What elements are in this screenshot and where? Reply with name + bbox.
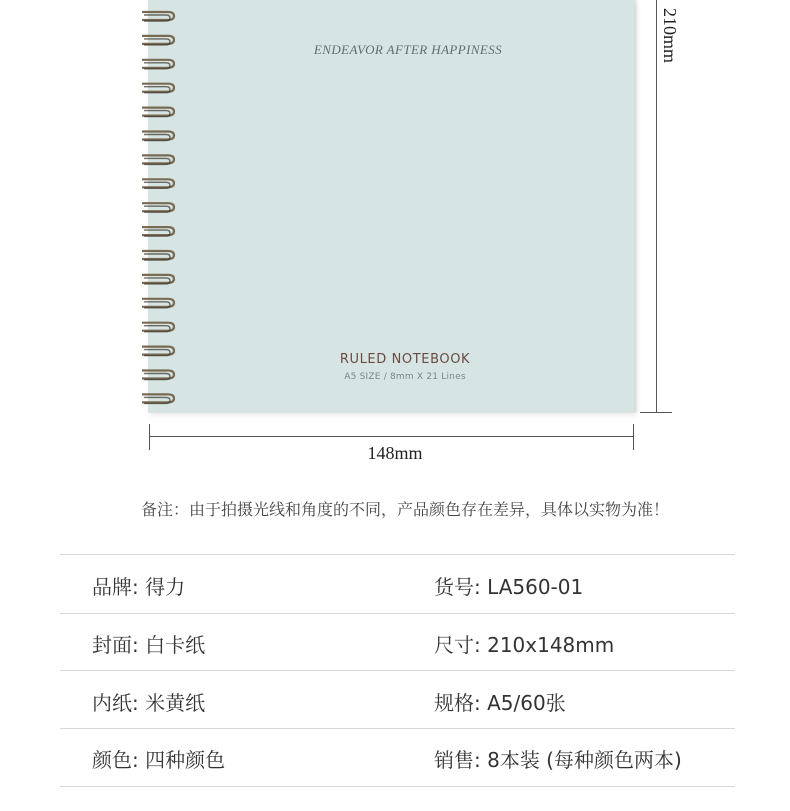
spiral-ring <box>142 203 174 212</box>
notebook-shadow <box>634 0 639 413</box>
spec-divider-bottom <box>60 786 735 787</box>
spec-color: 颜色: 四种颜色 <box>92 748 226 772</box>
spec-cover: 封面: 白卡纸 <box>92 633 206 657</box>
spiral-ring <box>142 12 174 21</box>
notebook-subtitle: A5 SIZE / 8mm X 21 Lines <box>344 372 466 382</box>
width-dimension-tick-left <box>149 424 150 450</box>
spiral-ring <box>142 108 174 117</box>
spiral-ring <box>142 371 174 380</box>
spiral-ring <box>142 60 174 69</box>
spiral-ring <box>142 347 174 356</box>
notebook-title: RULED NOTEBOOK <box>339 352 471 367</box>
spec-inner-paper: 内纸: 米黄纸 <box>92 691 206 715</box>
height-dimension-label: 210mm <box>660 8 680 64</box>
spiral-ring <box>142 84 174 93</box>
spiral-ring <box>142 275 174 284</box>
spiral-ring <box>142 155 174 164</box>
spiral-ring <box>142 394 174 403</box>
spiral-ring <box>142 132 174 141</box>
spec-size: 尺寸: 210x148mm <box>434 633 615 657</box>
spec-divider <box>60 670 735 671</box>
spiral-ring <box>142 323 174 332</box>
notebook-slogan: ENDEAVOR AFTER HAPPINESS <box>313 42 503 57</box>
spec-divider <box>60 728 735 729</box>
spec-divider-top <box>60 554 735 555</box>
width-dimension-line <box>149 436 634 437</box>
spec-format: 规格: A5/60张 <box>434 691 566 715</box>
spiral-ring <box>142 227 174 236</box>
spec-divider <box>60 613 735 614</box>
spiral-ring <box>142 251 174 260</box>
disclaimer-note: 备注：由于拍摄光线和角度的不同，产品颜色存在差异，具体以实物为准！ <box>140 500 669 519</box>
width-dimension-tick-right <box>633 424 634 450</box>
spiral-ring <box>142 299 174 308</box>
spiral-binding-icon <box>138 0 178 413</box>
spiral-ring <box>142 179 174 188</box>
spec-brand: 品牌: 得力 <box>92 575 186 599</box>
height-dimension-line <box>656 0 657 413</box>
spec-sales: 销售: 8本装 (每种颜色两本) <box>434 748 682 772</box>
spec-item-number: 货号: LA560-01 <box>434 575 584 599</box>
width-dimension-label: 148mm <box>367 443 423 463</box>
height-dimension-tick <box>640 412 672 413</box>
